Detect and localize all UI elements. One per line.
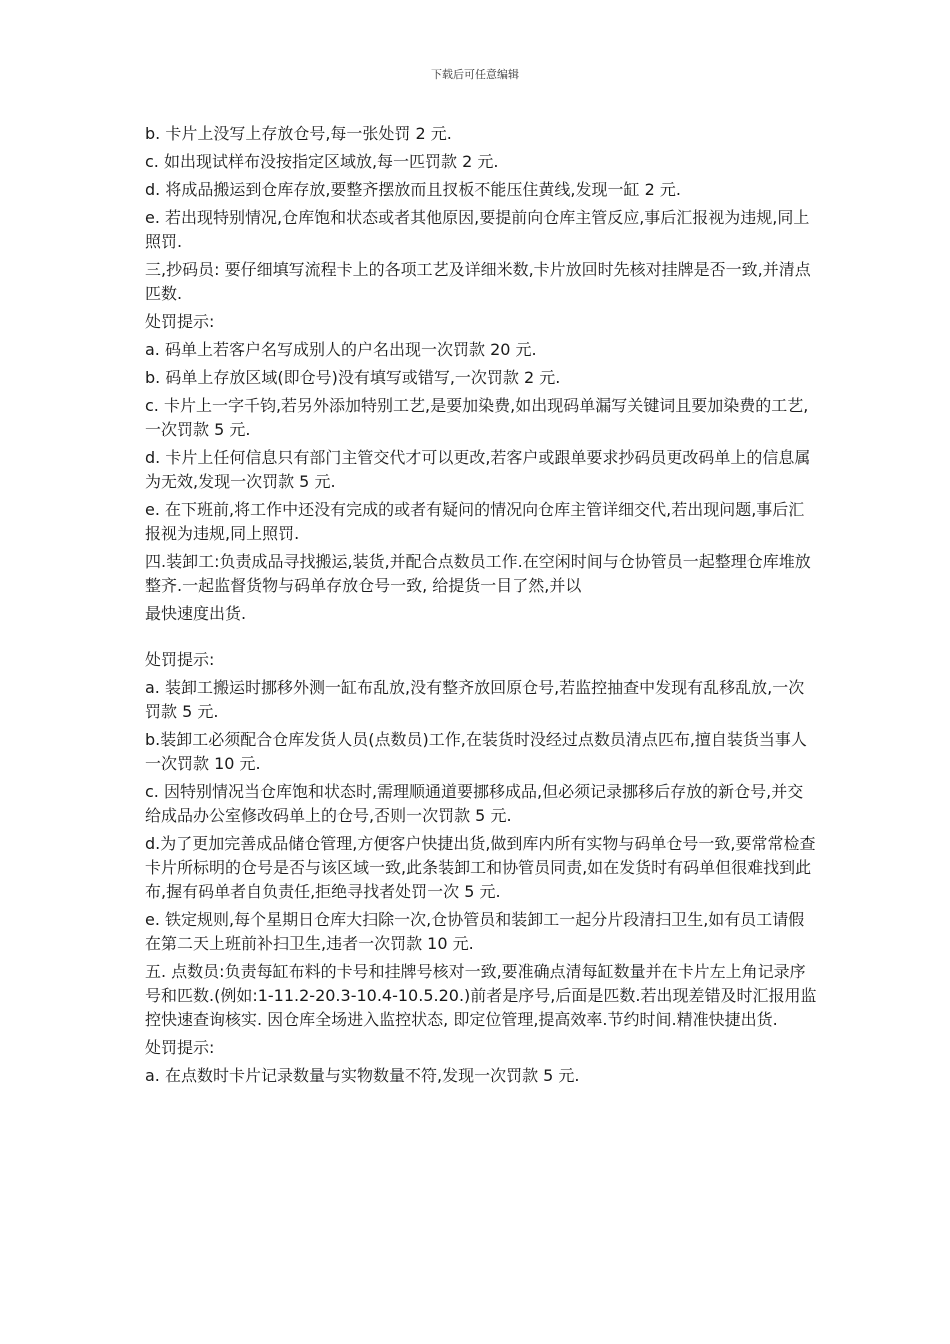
penalty-heading: 处罚提示: bbox=[145, 650, 215, 669]
paragraph: d. 将成品搬运到仓库存放,要整齐摆放而且扠板不能压住黄线,发现一缸 2 元. bbox=[145, 180, 681, 199]
paragraph: c. 卡片上一字千钧,若另外添加特别工艺,是要加染费,如出现码单漏写关键词且要加染费的工艺,一次罚款 5 元. bbox=[145, 396, 809, 439]
section-heading-5: 五. 点数员:负责每缸布料的卡号和挂牌号核对一致,要准确点清每缸数量并在卡片左上角记录序号和匹数.(例如:1-11.2-20.3-10.4-10.5.20.)前者是序号,后面是匹数.若出现差错及时汇报用监控快速查询核实. 因仓库全场进入监控状态, 即定位管理,提高效率.节约时间.精准快捷出货. bbox=[145, 962, 817, 1029]
paragraph: e. 在下班前,将工作中还没有完成的或者有疑问的情况向仓库主管详细交代,若出现问题,事后汇报视为违规,同上照罚. bbox=[145, 500, 805, 543]
document-body bbox=[145, 122, 817, 1092]
paragraph: a. 装卸工搬运时挪移外测一缸布乱放,没有整齐放回原仓号,若监控抽查中发现有乱移乱放,一次罚款 5 元. bbox=[145, 678, 805, 721]
page-header: 下载后可任意编辑 bbox=[431, 68, 519, 81]
paragraph: a. 在点数时卡片记录数量与实物数量不符,发现一次罚款 5 元. bbox=[145, 1066, 580, 1085]
section-heading-4: 四.装卸工:负责成品寻找搬运,装货,并配合点数员工作.在空闲时间与仓协管员一起整理仓库堆放整齐.一起监督货物与码单存放仓号一致, 给提货一目了然,并以 bbox=[145, 552, 811, 595]
penalty-heading: 处罚提示: bbox=[145, 1038, 215, 1057]
section-heading-3: 三,抄码员: 要仔细填写流程卡上的各项工艺及详细米数,卡片放回时先核对挂牌是否一致,并清点匹数. bbox=[145, 260, 811, 303]
paragraph: c. 如出现试样布没按指定区域放,每一匹罚款 2 元. bbox=[145, 152, 499, 171]
paragraph: b. 码单上存放区域(即仓号)没有填写或错写,一次罚款 2 元. bbox=[145, 368, 561, 387]
paragraph: e. 铁定规则,每个星期日仓库大扫除一次,仓协管员和装卸工一起分片段清扫卫生,如有员工请假在第二天上班前补扫卫生,违者一次罚款 10 元. bbox=[145, 910, 805, 953]
paragraph: b.装卸工必须配合仓库发货人员(点数员)工作,在装货时没经过点数员清点匹布,擅自装货当事人一次罚款 10 元. bbox=[145, 730, 807, 773]
penalty-heading: 处罚提示: bbox=[145, 312, 215, 331]
paragraph: 最快速度出货. bbox=[145, 604, 247, 623]
paragraph: d.为了更加完善成品储仓管理,方便客户快捷出货,做到库内所有实物与码单仓号一致,要常常检查卡片所标明的仓号是否与该区域一致,此条装卸工和协管员同责,如在发货时有码单但很难找到此布,握有码单者自负责任,拒绝寻找者处罚一次 5 元. bbox=[145, 834, 816, 901]
paragraph: d. 卡片上任何信息只有部门主管交代才可以更改,若客户或跟单要求抄码员更改码单上的信息属为无效,发现一次罚款 5 元. bbox=[145, 448, 811, 491]
paragraph: e. 若出现特别情况,仓库饱和状态或者其他原因,要提前向仓库主管反应,事后汇报视为违规,同上照罚. bbox=[145, 208, 810, 251]
paragraph: a. 码单上若客户名写成别人的户名出现一次罚款 20 元. bbox=[145, 340, 537, 359]
paragraph: c. 因特别情况当仓库饱和状态时,需理顺通道要挪移成品,但必须记录挪移后存放的新仓号,并交给成品办公室修改码单上的仓号,否则一次罚款 5 元. bbox=[145, 782, 804, 825]
paragraph: b. 卡片上没写上存放仓号,每一张处罚 2 元. bbox=[145, 124, 452, 143]
